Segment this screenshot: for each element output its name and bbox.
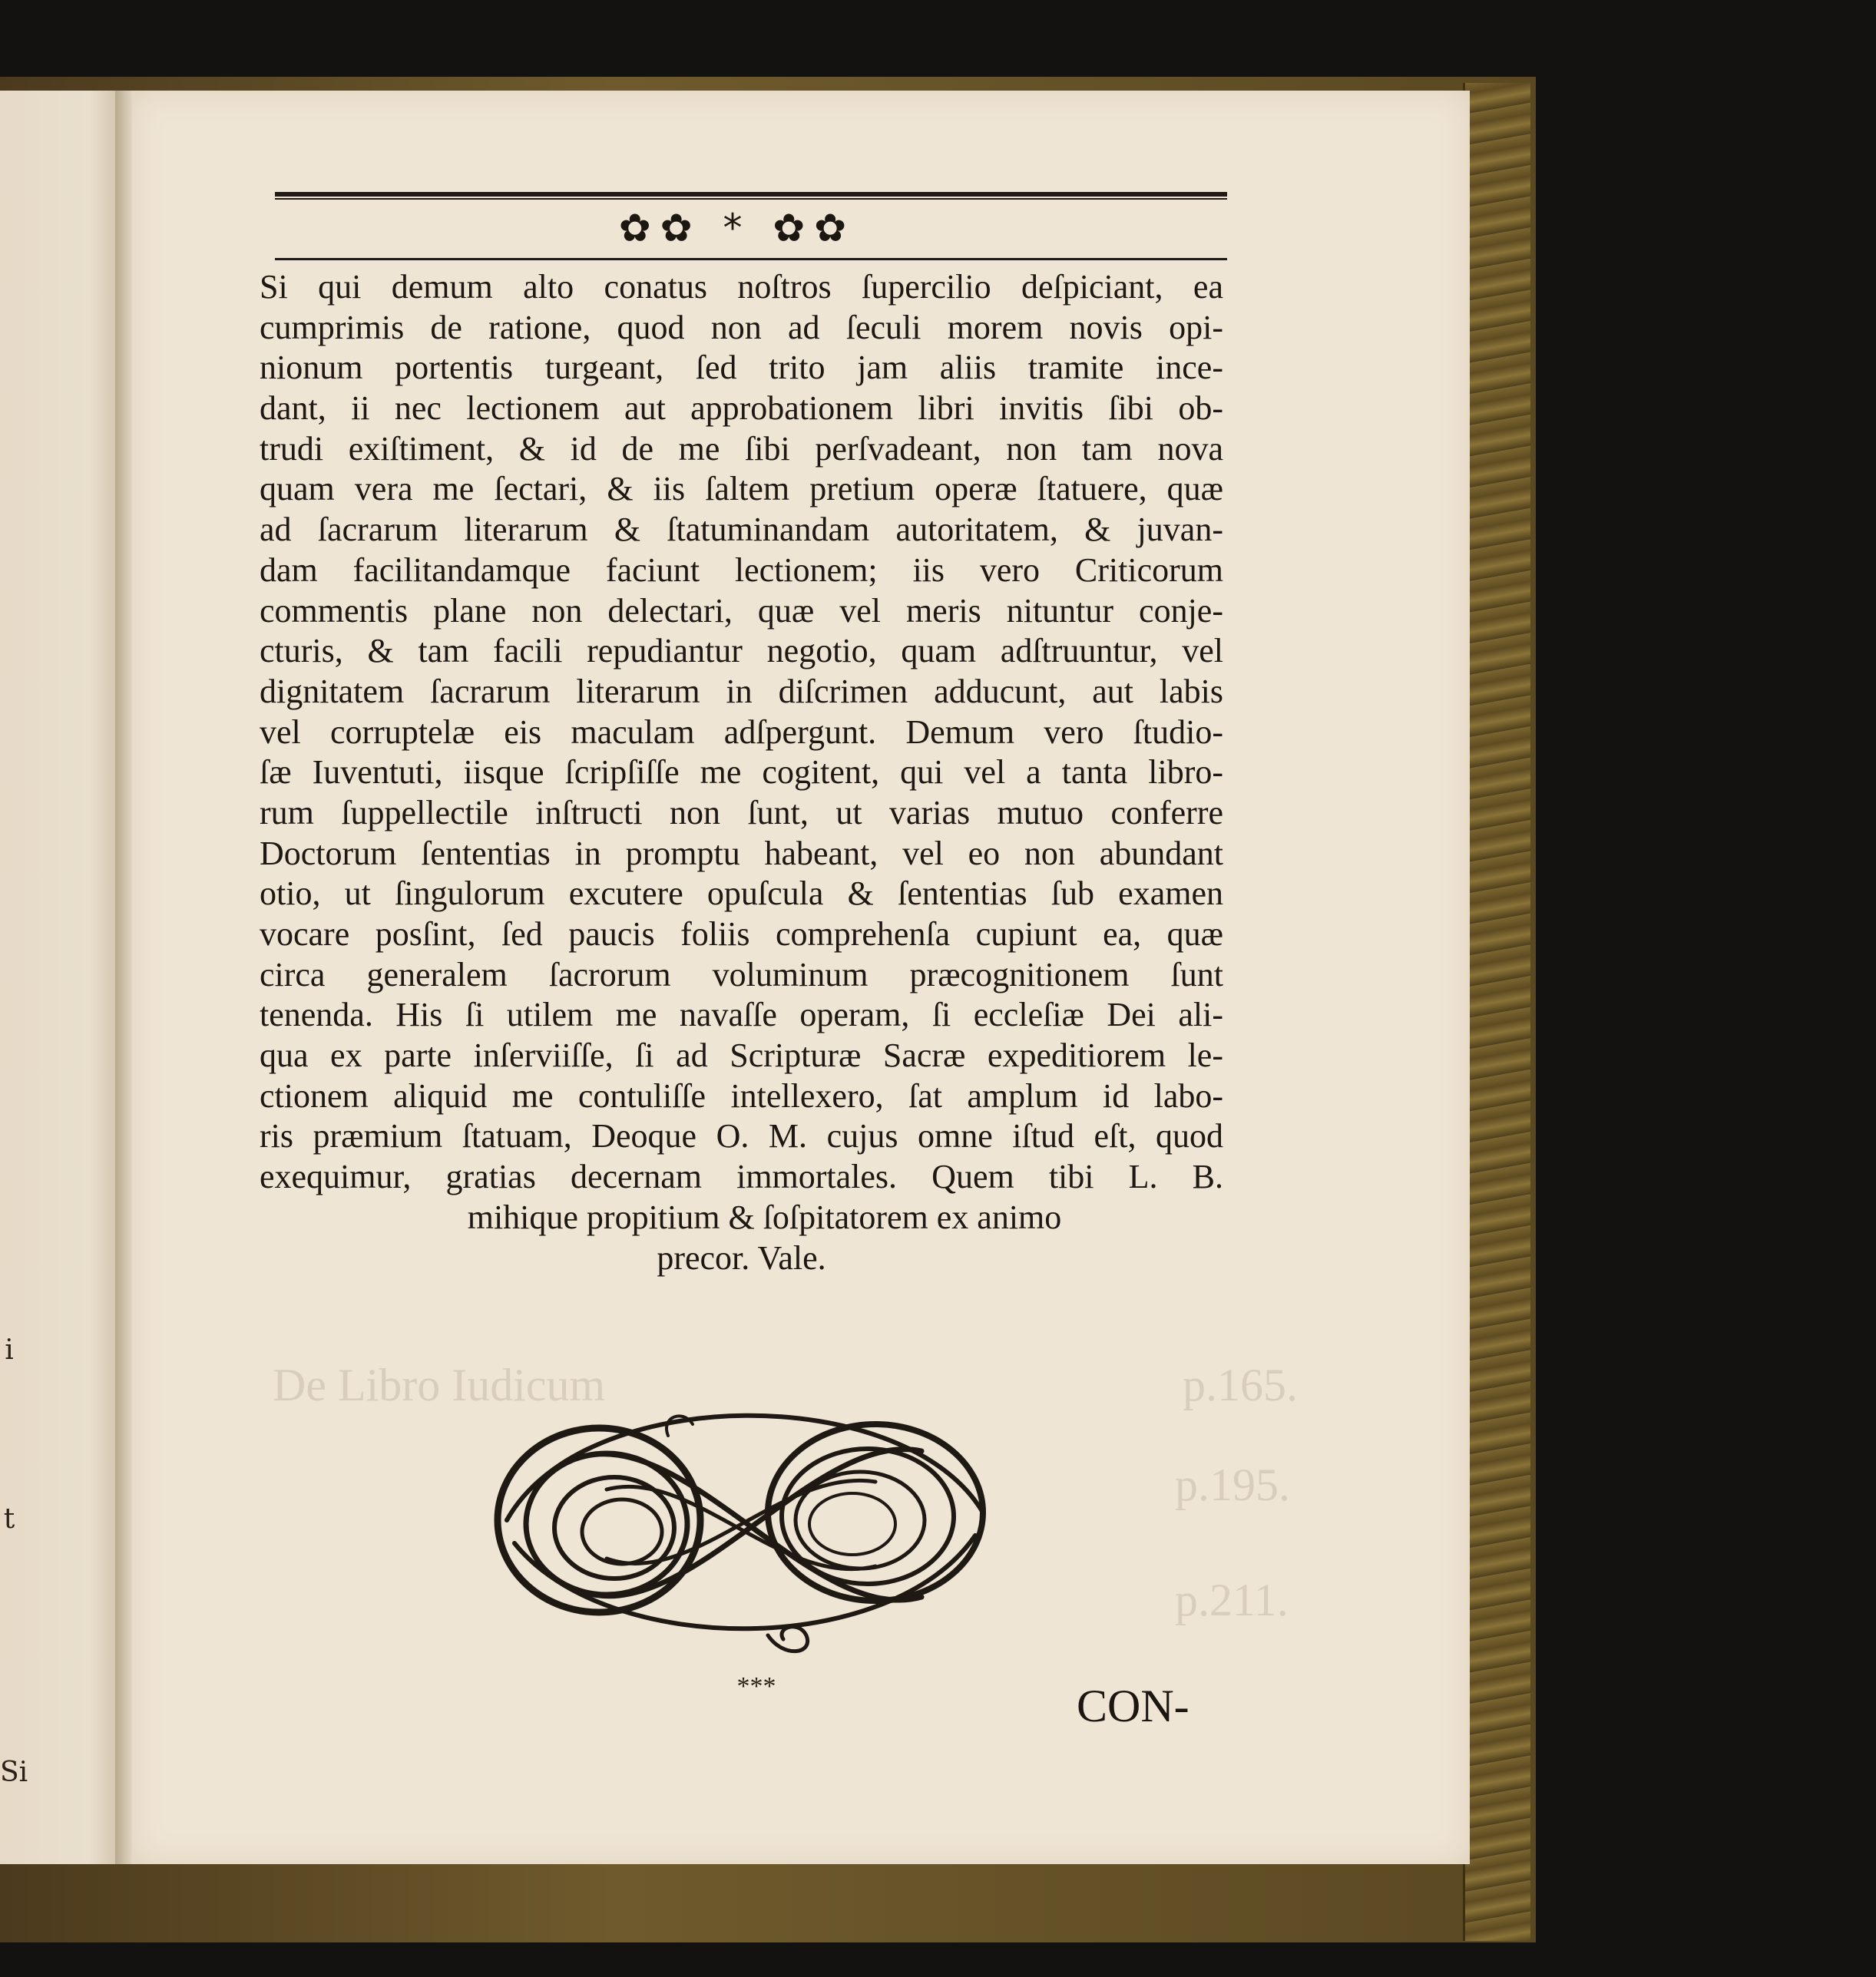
- text-line: dam facilitandamque faciunt lectionem; iis vero Criticorum: [260, 550, 1223, 589]
- text-line: ris præmium ſtatuam, Deoque O. M. cujus omne iſtud eſt, quod: [260, 1117, 1223, 1155]
- show-through-text: p.211.: [1175, 1575, 1289, 1625]
- signature-mark: ***: [736, 1672, 776, 1701]
- text-line: otio, ut ſingulorum excutere opuſcula & ſententias ſub examen: [260, 874, 1223, 913]
- show-through-text: De Libro Iudicum: [273, 1360, 606, 1410]
- text-line: dant, ii nec lectionem aut approbationem libri invitis ſibi ob-: [260, 389, 1223, 428]
- book-cover-edge: [1463, 83, 1530, 1941]
- text-line: quam vera me ſectari, & iis ſaltem pretium operæ ſtatuere, quæ: [260, 470, 1223, 508]
- text-line: cturis, & tam facili repudiantur negotio, quam adſtruuntur, vel: [260, 632, 1223, 670]
- text-line: Si qui demum alto conatus noſtros ſupercilio deſpiciant, ea: [260, 268, 1223, 306]
- left-page-edge: [0, 91, 127, 1864]
- text-line: dignitatem ſacrarum literarum in diſcrimen adducunt, aut labis: [260, 672, 1223, 710]
- text-line: vocare posſint, ſed paucis foliis comprehenſa cupiunt ea, quæ: [260, 915, 1223, 953]
- knot-ornament-icon: [491, 1405, 998, 1658]
- text-line: qua ex parte inſerviiſſe, ſi ad Scripturæ Sacræ expeditiorem le-: [260, 1036, 1223, 1075]
- header-rule-thin: [275, 198, 1227, 200]
- text-line: ctionem aliquid me contuliſſe intellexero, ſat amplum id labo-: [260, 1076, 1223, 1115]
- text-line: rum ſuppellectile inſtructi non ſunt, ut varias mutuo conferre: [260, 793, 1223, 831]
- left-page-fragment: t: [3, 1503, 15, 1535]
- text-line: tenenda. His ſi utilem me navaſſe operam, ſi eccleſiæ Dei ali-: [260, 996, 1223, 1034]
- text-line: exequimur, gratias decernam immortales. Quem tibi L. B.: [260, 1158, 1223, 1196]
- show-through-text: p.165.: [1183, 1360, 1298, 1410]
- text-line: nionum portentis turgeant, ſed trito jam aliis tramite ince-: [260, 349, 1223, 387]
- text-line: trudi exiſtiment, & id de me ſibi perſvadeant, non tam nova: [260, 429, 1223, 468]
- text-line: Doctorum ſententias in promptu habeant, vel eo non abundant: [260, 834, 1223, 872]
- closing-line: mihique propitium & ſoſpitatorem ex animo: [467, 1198, 1062, 1236]
- text-line: vel corruptelæ eis maculam adſpergunt. Demum vero ſtudio-: [260, 712, 1223, 751]
- header-ornament: ✿✿ * ✿✿: [618, 206, 856, 250]
- text-line: ſæ Iuventuti, iisque ſcripſiſſe me cogitent, qui vel a tanta libro-: [260, 753, 1223, 792]
- header-rule-bottom: [275, 258, 1227, 260]
- show-through-text: p.195.: [1175, 1460, 1290, 1510]
- catchword: CON-: [1077, 1681, 1189, 1731]
- preface-text: [260, 267, 1223, 1278]
- text-line: ad ſacrarum literarum & ſtatuminandam autoritatem, & juvan-: [260, 511, 1223, 549]
- text-line: commentis plane non delectari, quæ vel meris nituntur conje-: [260, 591, 1223, 630]
- left-page-fragment: i: [5, 1334, 14, 1366]
- left-page-fragment: Si: [0, 1757, 28, 1788]
- text-line: cumprimis de ratione, quod non ad ſeculi morem novis opi-: [260, 308, 1223, 346]
- closing-line: precor. Vale.: [657, 1238, 826, 1277]
- text-line: circa generalem ſacrorum voluminum præcognitionem ſunt: [260, 955, 1223, 993]
- header-rule-top: [275, 192, 1227, 197]
